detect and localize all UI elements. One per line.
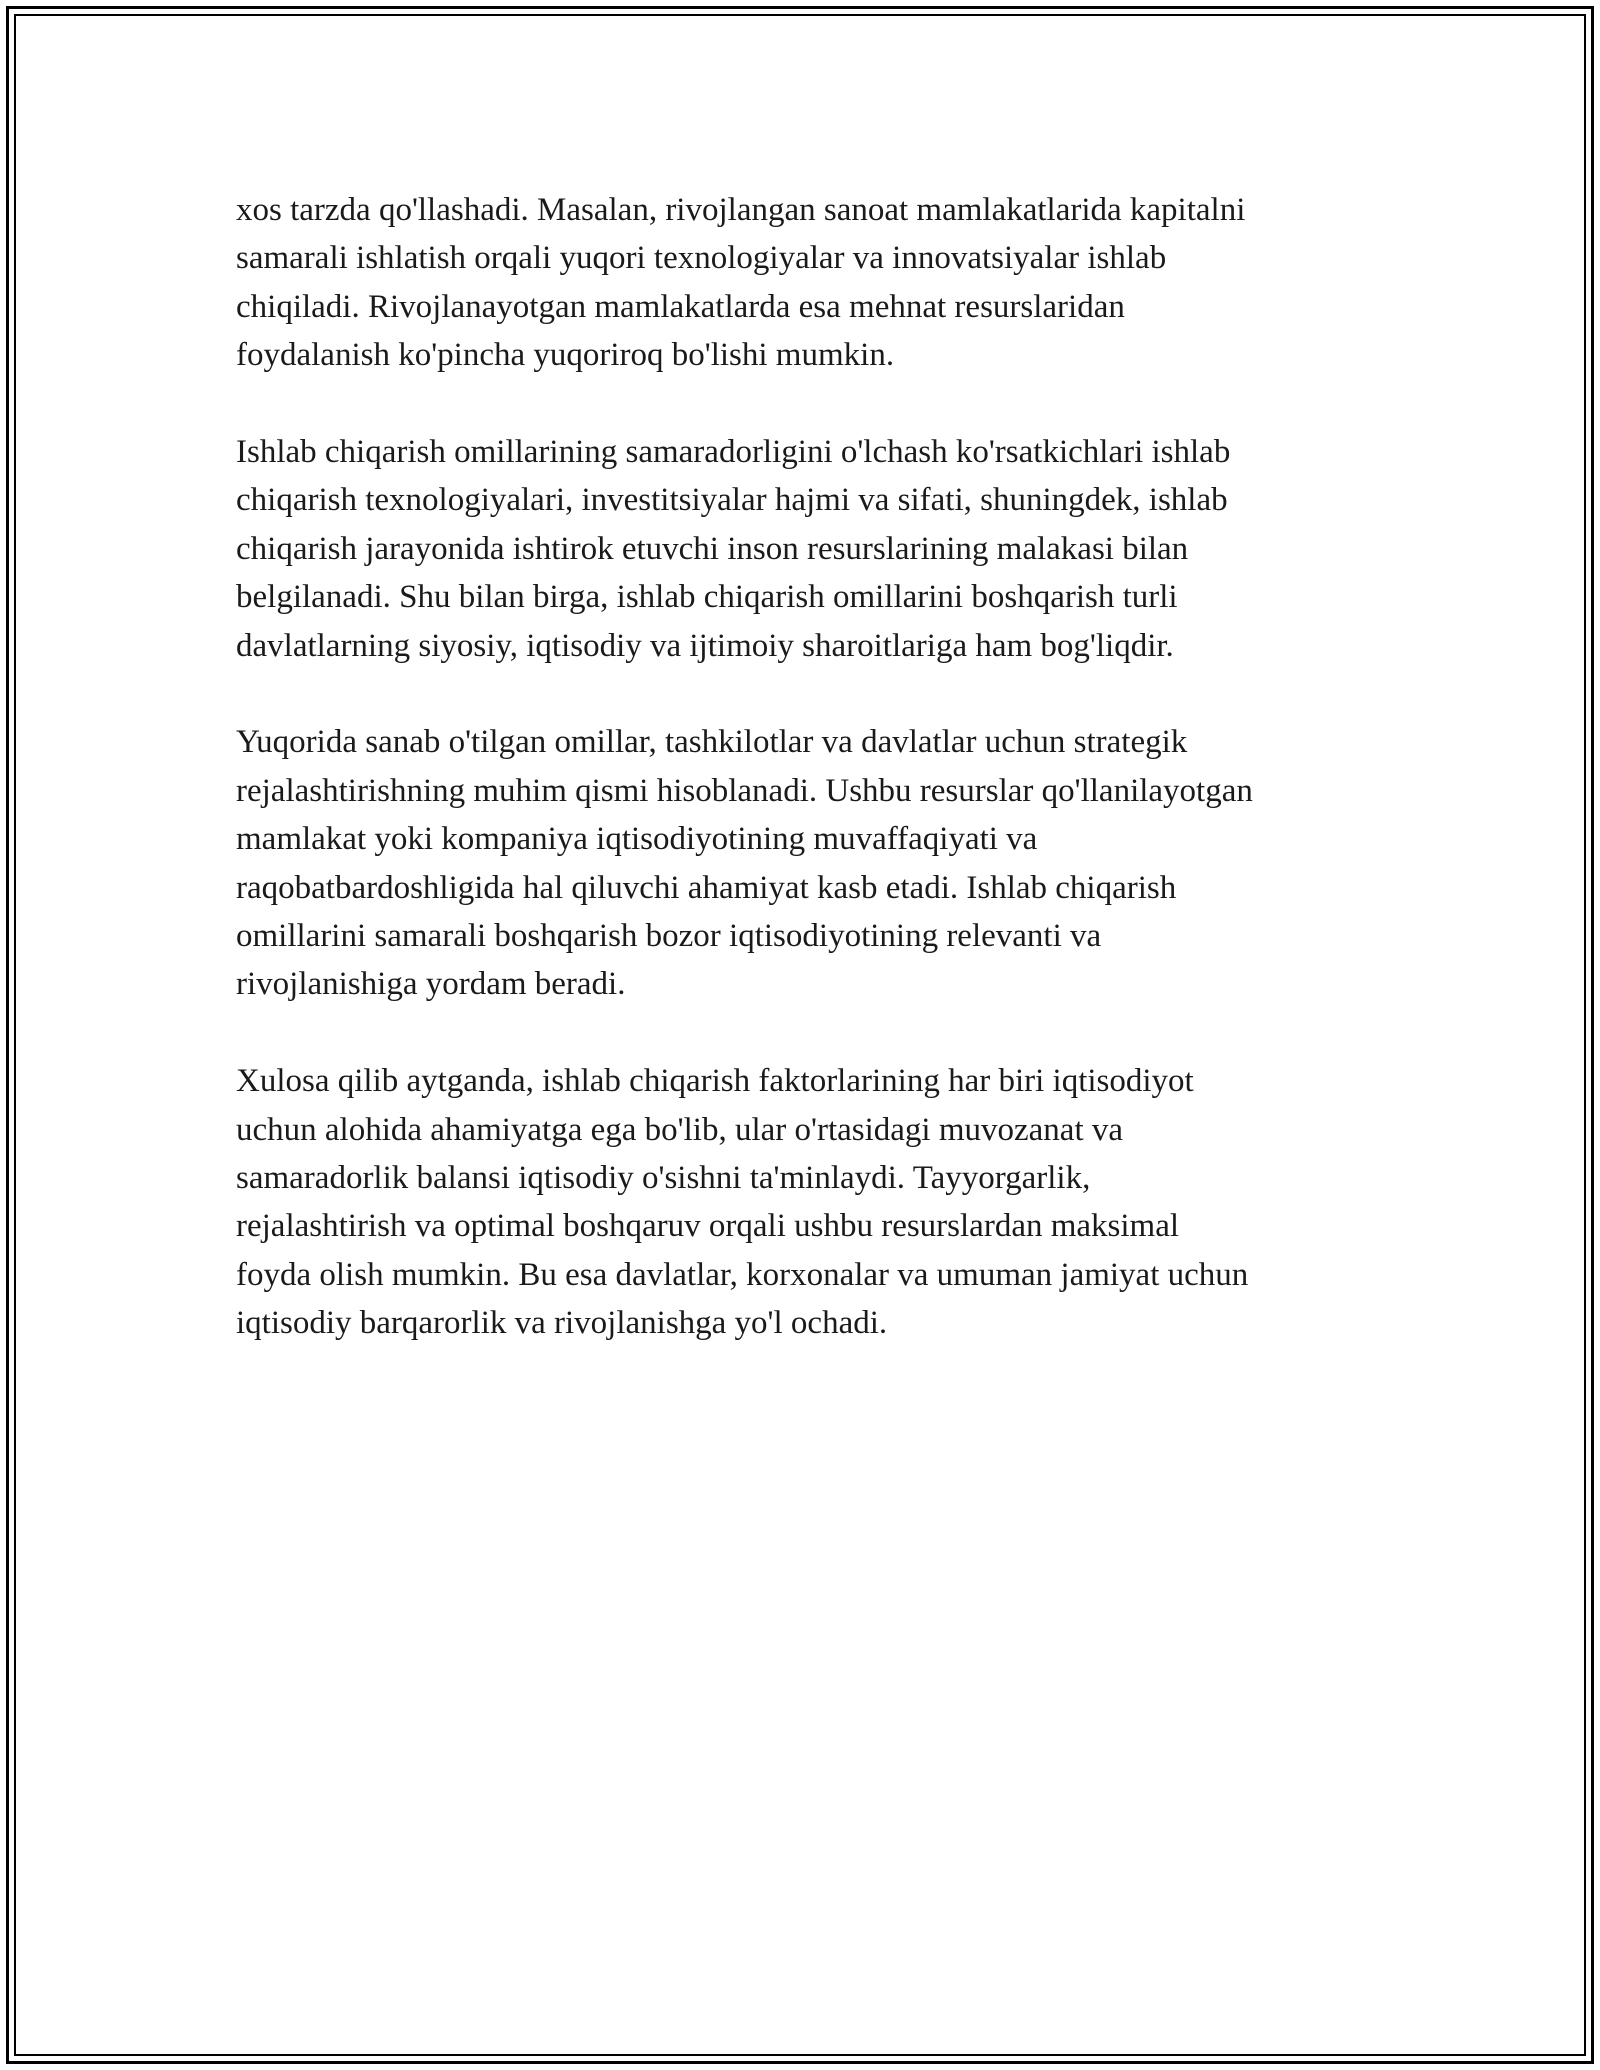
text-line: foydalanish ko'pincha yuqoriroq bo'lishi mumkin. — [236, 337, 895, 374]
text-line: rejalashtirish va optimal boshqaruv orqali ushbu resurslardan maksimal — [236, 1208, 1180, 1245]
text-line: chiqiladi. Rivojlanayotgan mamlakatlarda esa mehnat resurslaridan — [236, 288, 1125, 325]
text-line: Yuqorida sanab o'tilgan omillar, tashkilotlar va davlatlar uchun strategik — [236, 724, 1188, 761]
text-line: davlatlarning siyosiy, iqtisodiy va ijtimoiy sharoitlariga ham bog'liqdir. — [236, 627, 1174, 664]
text-line: uchun alohida ahamiyatga ega bo'lib, ular o'rtasidagi muvozanat va — [236, 1111, 1124, 1148]
text-line: samarali ishlatish orqali yuqori texnologiyalar va innovatsiyalar ishlab — [236, 240, 1167, 277]
text-line: Xulosa qilib aytganda, ishlab chiqarish faktorlarining har biri iqtisodiyot — [236, 1063, 1194, 1100]
text-line: iqtisodiy barqarorlik va rivojlanishga yo'l ochadi. — [236, 1305, 888, 1342]
paragraph-3 — [236, 718, 1386, 1008]
text-line: raqobatbardoshligida hal qiluvchi ahamiyat kasb etadi. Ishlab chiqarish — [236, 869, 1177, 906]
paragraph-4 — [236, 1057, 1386, 1347]
page-body — [236, 186, 1386, 1396]
paragraph-2 — [236, 428, 1386, 670]
text-line: samaradorlik balansi iqtisodiy o'sishni ta'minlaydi. Tayyorgarlik, — [236, 1160, 1091, 1197]
paragraph-1 — [236, 186, 1386, 380]
text-line: chiqarish texnologiyalari, investitsiyalar hajmi va sifati, shuningdek, ishlab — [236, 482, 1228, 519]
text-line: omillarini samarali boshqarish bozor iqtisodiyotining relevanti va — [236, 918, 1102, 955]
text-line: Ishlab chiqarish omillarining samaradorligini o'lchash ko'rsatkichlari ishlab — [236, 434, 1231, 471]
text-line: mamlakat yoki kompaniya iqtisodiyotining muvaffaqiyati va — [236, 821, 1038, 858]
text-line: xos tarzda qo'llashadi. Masalan, rivojlangan sanoat mamlakatlarida kapitalni — [236, 192, 1246, 228]
text-line: chiqarish jarayonida ishtirok etuvchi inson resurslarining malakasi bilan — [236, 530, 1189, 567]
text-line: rivojlanishiga yordam beradi. — [236, 966, 626, 1003]
text-line: belgilanadi. Shu bilan birga, ishlab chiqarish omillarini boshqarish turli — [236, 579, 1178, 616]
text-line: rejalashtirishning muhim qismi hisoblanadi. Ushbu resurslar qo'llanilayotgan — [236, 772, 1253, 809]
text-line: foyda olish mumkin. Bu esa davlatlar, korxonalar va umuman jamiyat uchun — [236, 1256, 1249, 1293]
